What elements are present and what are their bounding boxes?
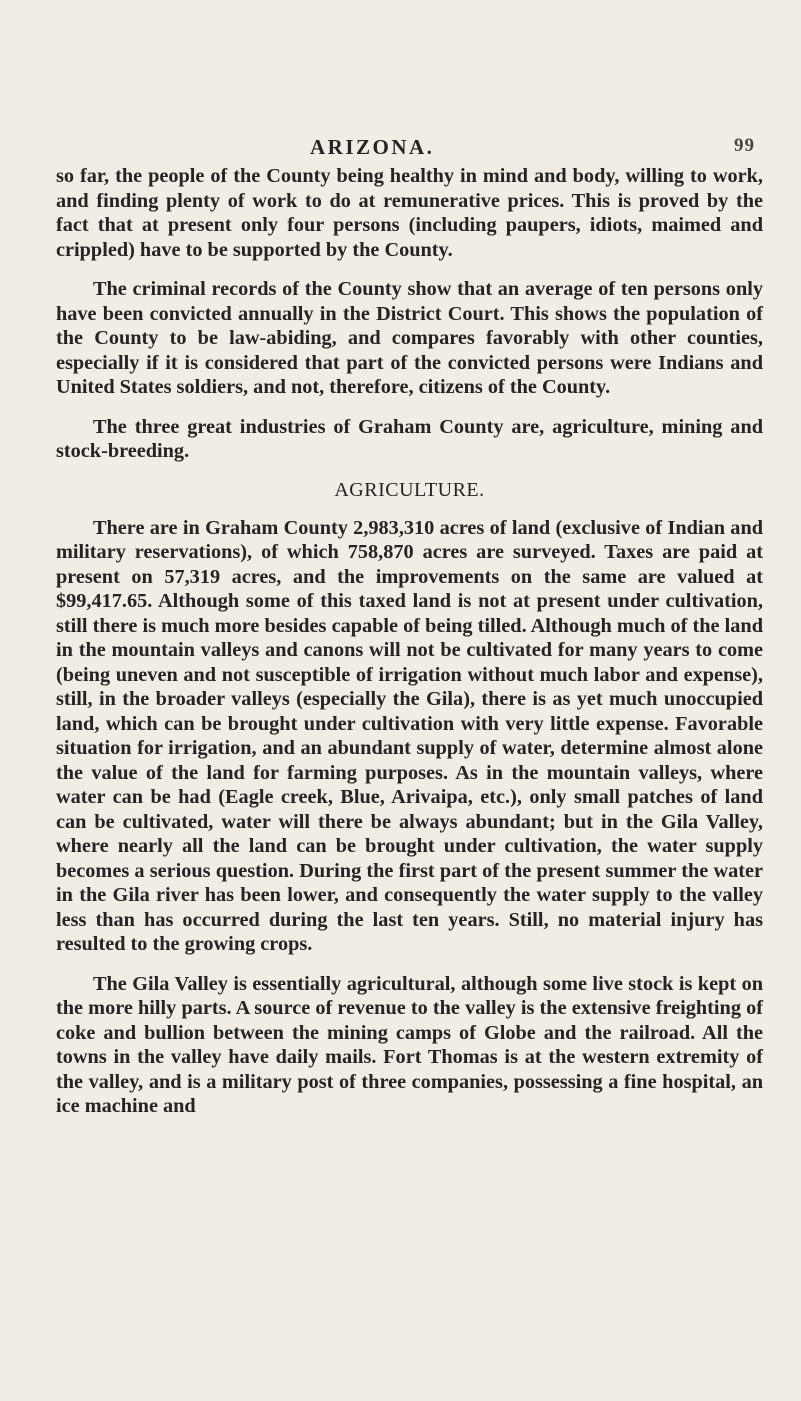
section-heading-agriculture: AGRICULTURE. [334,478,485,501]
running-head [56,106,763,164]
paragraph-industries: The three great industries of Graham County are, agriculture, mining and stock-breeding. [56,415,763,462]
running-title: ARIZONA. [310,135,435,159]
paragraph-gila-valley: The Gila Valley is essentially agricultural, although some live stock is kept on the more hilly parts. A source of revenue to the valley is the extensive freighting of coke and bullion between the mining camps of Globe and the railroad. All the towns in the valley have daily mails. Fort Thomas is at the western extremity of the valley, and is a military post of three companies, possessing a fine hospital, an ice machine and [56,972,763,1117]
book-page [0,106,801,1401]
text-body [56,164,763,1119]
paragraph-criminal-records: The criminal records of the County show that an average of ten persons only have been convicted annually in the District Court. This shows the population of the County to be law-abiding, and compares favorably with other counties, especially if it is considered that part of the convicted persons were Indians and United States soldiers, and not, therefore, citizens of the County. [56,278,763,398]
paragraph-continued: so far, the people of the County being healthy in mind and body, willing to work, and finding plenty of work to do at remunerative prices. This is proved by the fact that at present only four persons (including paupers, idiots, maimed and crippled) have to be supported by the County. [56,165,763,261]
paragraph-agriculture: There are in Graham County 2,983,310 acres of land (exclusive of Indian and military reservations), of which 758,870 acres are surveyed. Taxes are paid at present on 57,319 acres, and the improvements on the same are valued at $99,417.65. Although some of this taxed land is not at present under cultivation, still there is much more besides capable of being tilled. Although much of the land in the mountain valleys and canons will not be cultivated for many years to come (being uneven and not susceptible of irrigation without much labor and expense), still, in the broader valleys (especially the Gila), there is as yet much unoccupied land, which can be brought under cultivation with very little expense. Favorable situation for irrigation, and an abundant supply of water, determine almost alone the value of the land for farming purposes. As in the mountain valleys, where water can be had (Eagle creek, Blue, Arivaipa, etc.), only small patches of land can be cultivated, water will there be always abundant; but in the Gila Valley, where nearly all the land can be brought under cultivation, the water supply becomes a serious question. During the first part of the present summer the water in the Gila river has been lower, and consequently the water supply to the valley less than has occurred during the last ten years. Still, no material injury has resulted to the growing crops. [56,516,763,955]
page-number: 99 [734,135,755,156]
